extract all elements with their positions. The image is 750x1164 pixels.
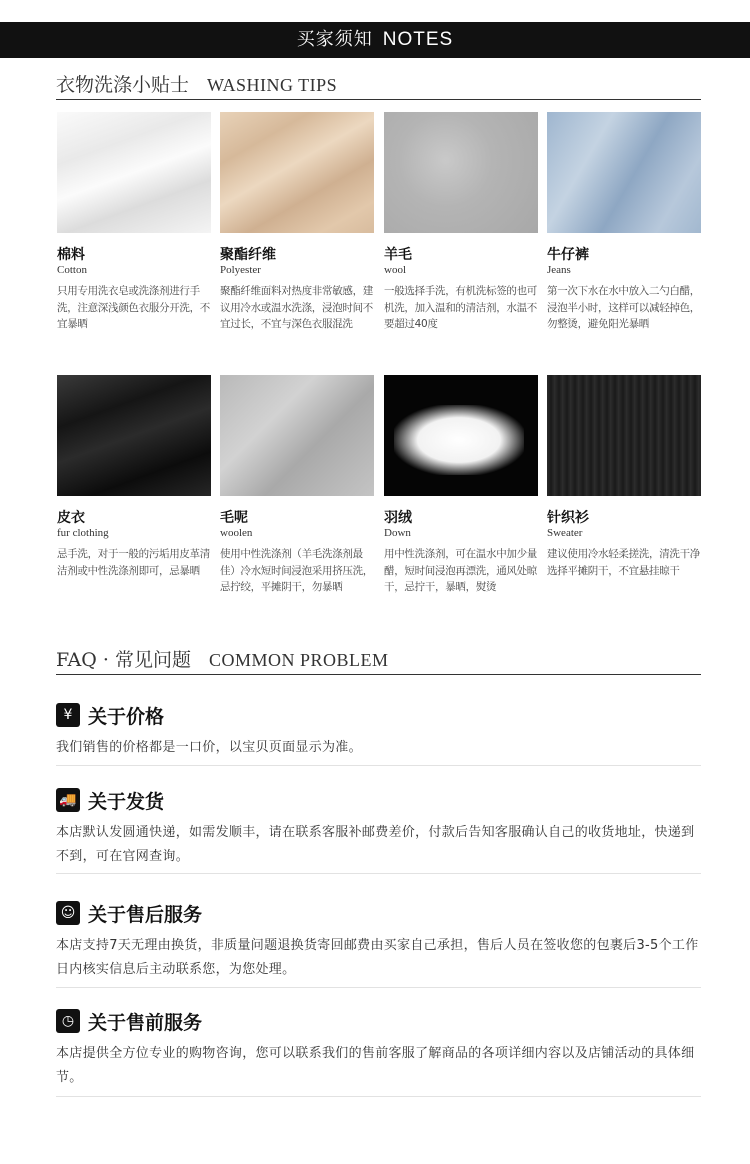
tip-en: Cotton (57, 264, 87, 276)
tip-fur-clothing (57, 375, 211, 579)
tip-woolen (220, 375, 374, 596)
faq-title-en: COMMON PROBLEM (208, 650, 389, 670)
tip-down (384, 375, 538, 596)
faq-shipping (56, 787, 701, 869)
faq-answer: 本店提供全方位专业的购物咨询，您可以联系我们的售前客服了解商品的各项详细内容以及店铺活动的具体细节。 (56, 1046, 695, 1085)
tip-desc: 聚酯纤维面料对热度非常敏感，建议用冷水或温水洗涤，浸泡时间不宜过长，不宜与深色衣服混洗 (220, 285, 373, 330)
leather-swatch (57, 375, 211, 496)
faq-divider (56, 1096, 701, 1097)
clock-icon: ◷ (56, 1009, 80, 1033)
faq-question: 关于售前服务 (88, 1011, 203, 1034)
tip-sweater (547, 375, 701, 579)
tip-desc: 使用中性洗涤剂（羊毛洗涤剂最佳）冷水短时间浸泡采用挤压洗，忌拧绞，平摊阴干，勿暴晒 (220, 548, 373, 593)
faq-pre-sales (56, 1008, 701, 1090)
washing-title-cn: 衣物洗涤小贴士 (56, 74, 190, 96)
faq-answer: 本店支持7天无理由换货，非质量问题退换货寄回邮费由买家自己承担，售后人员在签收您的包裹后3-5个工作日内核实信息后主动联系您，为您处理。 (56, 938, 699, 977)
woolen-swatch (220, 375, 374, 496)
notes-banner (0, 22, 750, 58)
faq-title-cn: FAQ · 常见问题 (56, 649, 191, 671)
cotton-swatch (57, 112, 211, 233)
tip-desc: 一般选择手洗，有机洗标签的也可机洗，加入温和的清洁剂，水温不要超过40度 (384, 285, 537, 330)
tip-cn: 聚酯纤维 (220, 247, 276, 263)
faq-question: 关于发货 (88, 790, 165, 813)
tip-cn: 牛仔裤 (547, 247, 589, 263)
truck-icon: 🚚 (56, 788, 80, 812)
faq-divider (56, 873, 701, 874)
faq-divider (56, 987, 701, 988)
banner-en: NOTES (382, 29, 454, 50)
faq-question: 关于售后服务 (88, 903, 203, 926)
tip-desc: 第一次下水在水中放入二勺白醋，浸泡半小时，这样可以减轻掉色，勿整烫，避免阳光暴晒 (547, 285, 700, 330)
headset-icon: ☺ (56, 901, 80, 925)
tip-desc: 建议使用冷水轻柔搓洗，清洗干净选择平摊阴干，不宜悬挂晾干 (547, 548, 700, 577)
tip-cn: 羊毛 (384, 247, 412, 263)
down-swatch (384, 375, 538, 496)
banner-cn: 买家须知 (296, 29, 373, 50)
tip-jeans (547, 112, 701, 333)
faq-after-sales (56, 900, 701, 982)
tip-en: Down (384, 527, 411, 539)
tip-cn: 皮衣 (57, 510, 85, 526)
tip-cn: 棉料 (57, 247, 85, 263)
yen-icon: ¥ (56, 703, 80, 727)
tip-desc: 只用专用洗衣皂或洗涤剂进行手洗，注意深浅颜色衣服分开洗，不宜暴晒 (57, 285, 210, 330)
faq-question: 关于价格 (88, 705, 165, 728)
tip-desc: 用中性洗涤剂，可在温水中加少量醋，短时间浸泡再漂洗，通风处晾干，忌拧干，暴晒，熨烫 (384, 548, 537, 593)
tip-en: fur clothing (57, 527, 109, 539)
tip-cn: 羽绒 (384, 510, 412, 526)
tip-en: woolen (220, 527, 253, 539)
faq-price (56, 702, 701, 760)
faq-answer: 本店默认发圆通快递，如需发顺丰，请在联系客服补邮费差价，付款后告知客服确认自己的收货地址，快递到不到，可在官网查询。 (56, 825, 695, 864)
washing-tips-title (56, 70, 701, 100)
faq-title (56, 645, 701, 675)
tip-polyester (220, 112, 374, 333)
tip-cotton (57, 112, 211, 333)
tip-en: Jeans (547, 264, 571, 276)
tip-en: Sweater (547, 527, 583, 539)
tip-cn: 针织衫 (547, 510, 589, 526)
washing-title-en: WASHING TIPS (207, 75, 338, 95)
tip-desc: 忌手洗，对于一般的污垢用皮革清洁剂或中性洗涤剂即可，忌暴晒 (57, 548, 210, 577)
faq-answer: 我们销售的价格都是一口价，以宝贝页面显示为准。 (56, 740, 362, 755)
tip-wool (384, 112, 538, 333)
down-fluff (394, 405, 524, 475)
faq-divider (56, 765, 701, 766)
tip-en: Polyester (220, 264, 261, 276)
sweater-swatch (547, 375, 701, 496)
tip-en: wool (384, 264, 406, 276)
polyester-swatch (220, 112, 374, 233)
wool-swatch (384, 112, 538, 233)
jeans-swatch (547, 112, 701, 233)
tip-cn: 毛呢 (220, 510, 248, 526)
